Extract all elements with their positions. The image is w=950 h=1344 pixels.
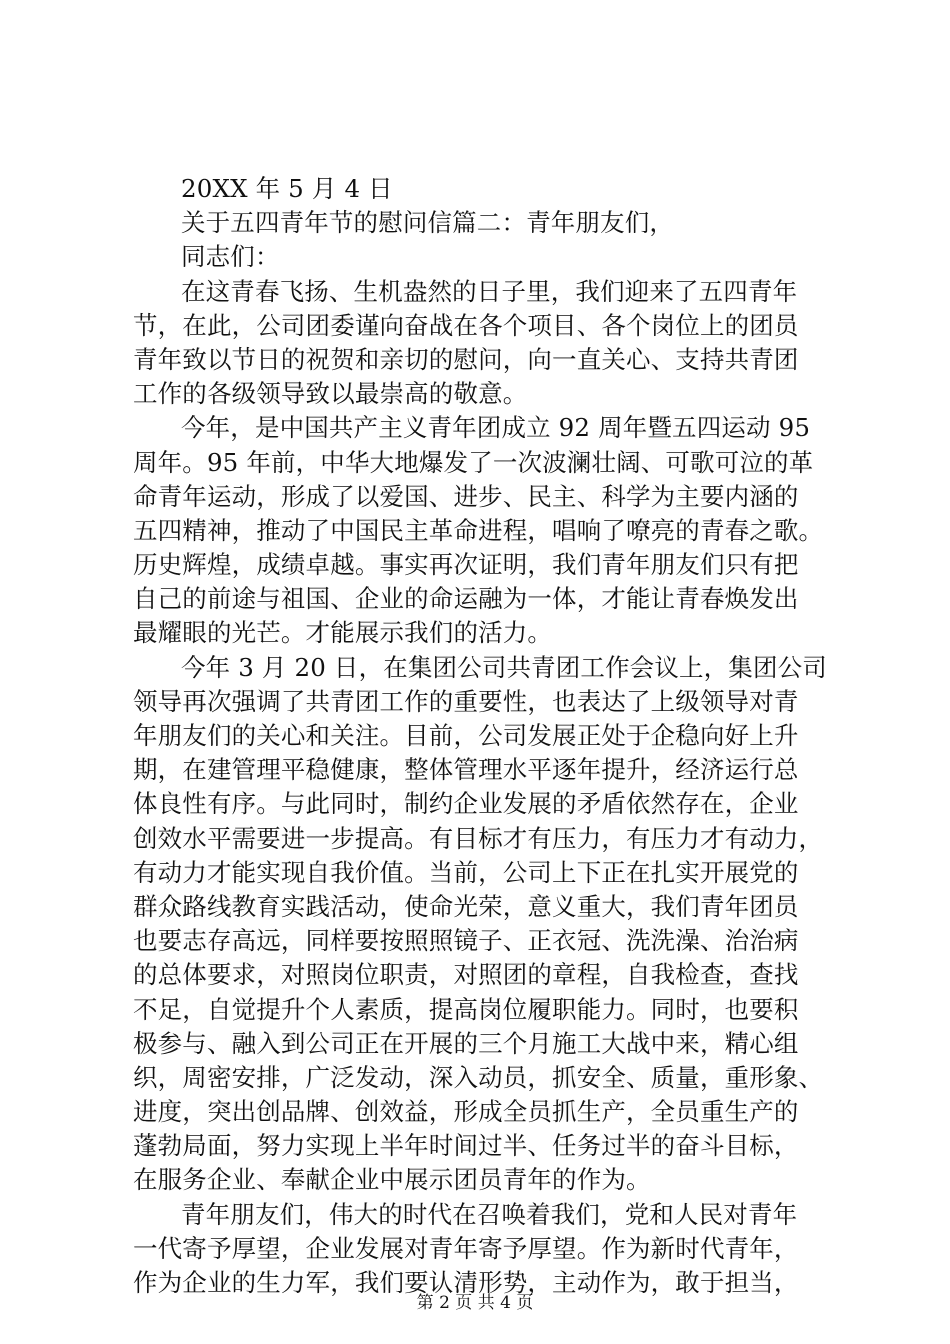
paragraph-line: 蓬勃局面，努力实现上半年时间过半、任务过半的奋斗目标，: [133, 1131, 799, 1161]
paragraph-line: 命青年运动，形成了以爱国、进步、民主、科学为主要内涵的: [133, 481, 799, 511]
paragraph-line: 自己的前途与祖国、企业的命运融为一体，才能让青春焕发出: [133, 584, 799, 614]
paragraph-line: 体良性有序。与此同时，制约企业发展的矛盾依然存在，企业: [133, 789, 799, 819]
paragraph-line: 极参与、融入到公司正在开展的三个月施工大战中来，精心组: [133, 1028, 799, 1058]
paragraph-line: 群众路线教育实践活动，使命光荣，意义重大，我们青年团员: [133, 891, 799, 921]
paragraph-line: 青年致以节日的祝贺和亲切的慰问，向一直关心、支持共青团: [133, 344, 799, 374]
paragraph-line: 历史辉煌，成绩卓越。事实再次证明，我们青年朋友们只有把: [133, 550, 799, 580]
paragraph-4: [133, 1198, 833, 1301]
salutation: 同志们：: [181, 242, 280, 272]
paragraph-line: 织，周密安排，广泛发动，深入动员，抓安全、质量，重形象、: [133, 1062, 824, 1092]
paragraph-line: 创效水平需要进一步提高。有目标才有压力，有压力才有动力，: [133, 823, 824, 853]
paragraph-line: 节，在此，公司团委谨向奋战在各个项目、各个岗位上的团员: [133, 310, 799, 340]
paragraph-line: 今年 3 月 20 日，在集团公司共青团工作会议上，集团公司: [181, 652, 827, 682]
paragraph-line: 最耀眼的光芒。才能展示我们的活力。: [133, 618, 553, 648]
paragraph-line: 有动力才能实现自我价值。当前，公司上下正在扎实开展党的: [133, 857, 799, 887]
paragraph-line: 期，在建管理平稳健康，整体管理水平逐年提升，经济运行总: [133, 755, 799, 785]
paragraph-3: [133, 651, 833, 1198]
paragraph-line: 年朋友们的关心和关注。目前，公司发展正处于企稳向好上升: [133, 721, 799, 750]
paragraph-line: 也要志存高远，同样要按照照镜子、正衣冠、洗洗澡、治治病: [133, 926, 799, 956]
paragraph-line: 周年。95 年前，中华大地爆发了一次波澜壮阔、可歌可泣的革: [133, 447, 814, 477]
paragraph-2: [133, 411, 833, 650]
paragraph-line: 在服务企业、奉献企业中展示团员青年的作为。: [133, 1165, 651, 1195]
letter-title: 关于五四青年节的慰问信篇二：青年朋友们，: [181, 208, 674, 238]
paragraph-line: 进度，突出创品牌、创效益，形成全员抓生产，全员重生产的: [133, 1097, 799, 1127]
paragraph-line: 青年朋友们，伟大的时代在召唤着我们，党和人民对青年: [181, 1199, 798, 1229]
document-body: [133, 172, 833, 1300]
date-line: 20XX 年 5 月 4 日: [181, 174, 393, 203]
paragraph-line: 一代寄予厚望，企业发展对青年寄予厚望。作为新时代青年，: [133, 1233, 799, 1263]
paragraph-line: 领导再次强调了共青团工作的重要性，也表达了上级领导对青: [133, 686, 799, 716]
paragraph-line: 不足，自觉提升个人素质，提高岗位履职能力。同时，也要积: [133, 994, 799, 1024]
paragraph-line: 今年，是中国共产主义青年团成立 92 周年暨五四运动 95: [181, 413, 811, 443]
page-footer: [0, 1293, 950, 1313]
page-number-indicator: 第 2 页 共 4 页: [416, 1293, 534, 1313]
paragraph-1: [133, 275, 833, 412]
paragraph-line: 在这青春飞扬、生机盎然的日子里，我们迎来了五四青年: [181, 276, 798, 306]
paragraph-line: 的总体要求，对照岗位职责，对照团的章程，自我检查，查找: [133, 960, 799, 990]
paragraph-line: 作为企业的生力军，我们要认清形势，主动作为，敢于担当，: [133, 1268, 799, 1297]
paragraph-line: 五四精神，推动了中国民主革命进程，唱响了嘹亮的青春之歌。: [133, 515, 824, 545]
paragraph-line: 工作的各级领导致以最崇高的敬意。: [133, 379, 528, 409]
